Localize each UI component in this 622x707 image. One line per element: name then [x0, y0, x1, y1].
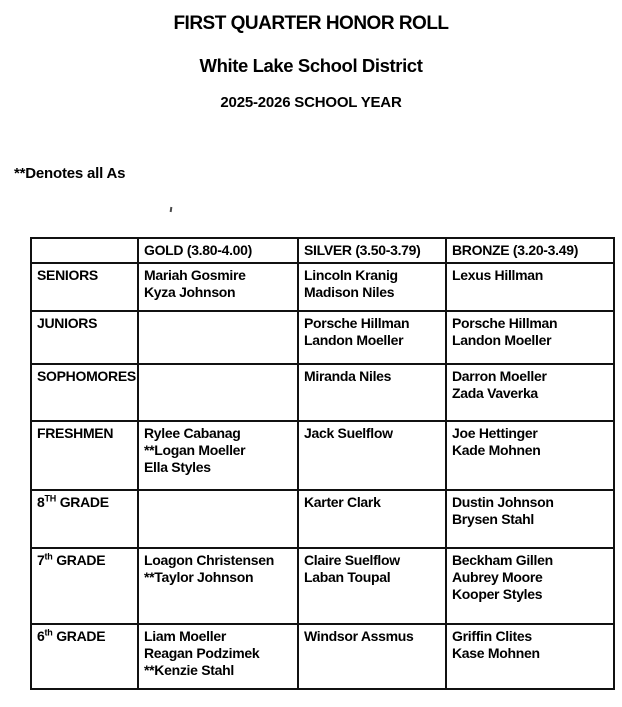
grade-row-label: SOPHOMORES	[31, 364, 138, 421]
grade-row	[31, 624, 614, 689]
student-name: Mariah Gosmire	[144, 267, 246, 283]
student-name: Brysen Stahl	[452, 511, 534, 527]
gold-tier-cell	[138, 490, 298, 548]
student-name: Landon Moeller	[304, 332, 404, 348]
grade-row	[31, 364, 614, 421]
bronze-column-header: BRONZE (3.20-3.49)	[446, 238, 614, 263]
grade-row	[31, 548, 614, 624]
student-name: Griffin Clites	[452, 628, 532, 644]
bronze-tier-cell	[446, 364, 614, 421]
silver-column-header: SILVER (3.50-3.79)	[298, 238, 446, 263]
school-year: 2025-2026 SCHOOL YEAR	[220, 94, 402, 111]
all-as-denotation-note: **Denotes all As	[14, 165, 126, 182]
student-name: Darron Moeller	[452, 368, 547, 384]
student-name: Laban Toupal	[304, 569, 391, 585]
header-row	[31, 238, 614, 263]
student-name: Reagan Podzimek	[144, 645, 260, 661]
bronze-tier-cell	[446, 311, 614, 364]
bronze-tier-cell	[446, 263, 614, 311]
student-name: Loagon Christensen	[144, 552, 274, 568]
student-name: Dustin Johnson	[452, 494, 554, 510]
grade-row	[31, 490, 614, 548]
grade-row-label: 7th GRADE	[31, 548, 138, 624]
gold-tier-cell	[138, 263, 298, 311]
student-name: Karter Clark	[304, 494, 381, 510]
grade-row	[31, 421, 614, 490]
gold-tier-cell	[138, 548, 298, 624]
student-name: Liam Moeller	[144, 628, 226, 644]
grade-row-label: JUNIORS	[31, 311, 138, 364]
grade-row-label: SENIORS	[31, 263, 138, 311]
student-name: Porsche Hillman	[452, 315, 558, 331]
grade-row	[31, 311, 614, 364]
student-name: Claire Suelflow	[304, 552, 400, 568]
student-name: Lexus Hillman	[452, 267, 544, 283]
student-name: **Kenzie Stahl	[144, 662, 234, 678]
gold-tier-cell	[138, 311, 298, 364]
student-name: Windsor Assmus	[304, 628, 414, 644]
bronze-tier-cell	[446, 490, 614, 548]
scan-artifact-mark	[170, 207, 173, 212]
silver-tier-cell	[298, 548, 446, 624]
corner-cell	[31, 238, 138, 263]
bronze-tier-cell	[446, 421, 614, 490]
student-name: Aubrey Moore	[452, 569, 543, 585]
student-name: Kase Mohnen	[452, 645, 540, 661]
silver-tier-cell	[298, 490, 446, 548]
gold-tier-cell	[138, 364, 298, 421]
silver-tier-cell	[298, 311, 446, 364]
document-title: FIRST QUARTER HONOR ROLL	[173, 13, 449, 34]
student-name: **Logan Moeller	[144, 442, 246, 458]
bronze-tier-cell	[446, 624, 614, 689]
grade-row-label: 8TH GRADE	[31, 490, 138, 548]
student-name: Kade Mohnen	[452, 442, 541, 458]
student-name: Lincoln Kranig	[304, 267, 398, 283]
student-name: Rylee Cabanag	[144, 425, 241, 441]
student-name: Beckham Gillen	[452, 552, 553, 568]
gold-tier-cell	[138, 624, 298, 689]
honor-roll-table	[30, 237, 615, 690]
student-name: Zada Vaverka	[452, 385, 538, 401]
silver-tier-cell	[298, 263, 446, 311]
student-name: Miranda Niles	[304, 368, 392, 384]
grade-row	[31, 263, 614, 311]
honor-roll-table-header	[31, 238, 614, 263]
gold-tier-cell	[138, 421, 298, 490]
silver-tier-cell	[298, 364, 446, 421]
student-name: **Taylor Johnson	[144, 569, 254, 585]
student-name: Madison Niles	[304, 284, 395, 300]
grade-row-label: 6th GRADE	[31, 624, 138, 689]
grade-row-label: FRESHMEN	[31, 421, 138, 490]
silver-tier-cell	[298, 421, 446, 490]
student-name: Kyza Johnson	[144, 284, 236, 300]
student-name: Jack Suelflow	[304, 425, 393, 441]
student-name: Landon Moeller	[452, 332, 552, 348]
gold-column-header: GOLD (3.80-4.00)	[138, 238, 298, 263]
student-name: Ella Styles	[144, 459, 211, 475]
bronze-tier-cell	[446, 548, 614, 624]
district-name: White Lake School District	[199, 55, 423, 76]
silver-tier-cell	[298, 624, 446, 689]
honor-roll-table-body	[31, 263, 614, 689]
student-name: Porsche Hillman	[304, 315, 410, 331]
student-name: Joe Hettinger	[452, 425, 538, 441]
student-name: Kooper Styles	[452, 586, 543, 602]
